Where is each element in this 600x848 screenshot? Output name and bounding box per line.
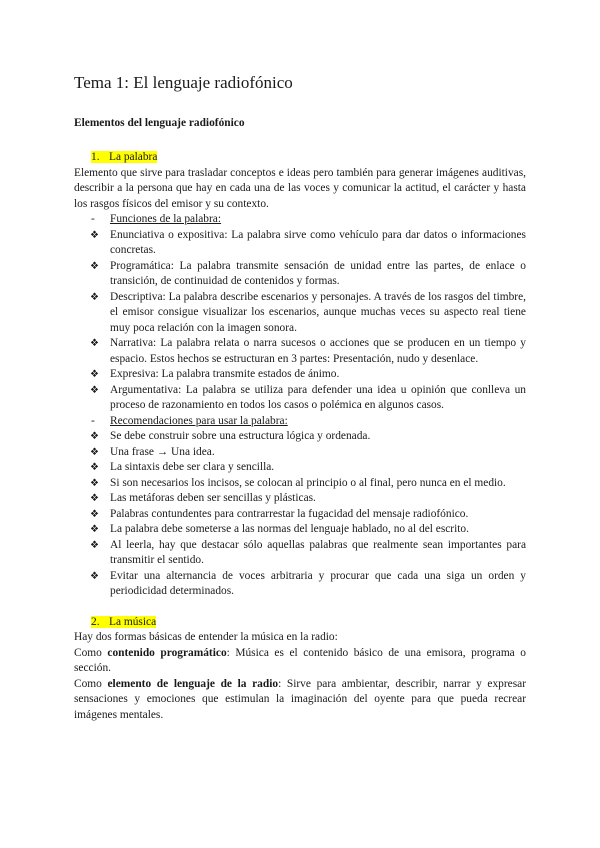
section-1-heading [74,150,526,166]
function-item [74,367,526,383]
section-1-label: La palabra [109,151,158,163]
diamond-bullet-icon: ❖ [90,369,99,380]
diamond-bullet-icon: ❖ [90,524,99,535]
dash-marker: - [91,414,95,427]
diamond-bullet-icon: ❖ [90,462,99,473]
recommendation-item [74,429,526,445]
function-item-text: Enunciativa o expositiva: La palabra sirve como vehículo para dar datos o informaciones concretas. [110,228,526,256]
section-2-number: 2. [91,615,100,628]
function-item [74,290,526,337]
recommendation-item-text: La palabra debe someterse a las normas del lenguaje hablado, no al del escrito. [110,523,469,535]
diamond-bullet-icon: ❖ [90,493,99,504]
function-item [74,228,526,259]
functions-heading: Funciones de la palabra: [110,213,222,225]
diamond-bullet-icon: ❖ [90,570,99,582]
recommendation-item-text: Una frase → Una idea. [110,445,215,458]
diamond-bullet-icon: ❖ [90,446,99,458]
diamond-bullet-icon: ❖ [90,291,99,303]
recommendations-heading: Recomendaciones para usar la palabra: [110,414,288,427]
diamond-bullet-icon: ❖ [90,338,99,349]
recommendation-item-text: Palabras contundentes para contrarrestar la fugacidad del mensaje radiofónico. [110,507,469,520]
function-item-text: Narrativa: La palabra relata o narra sucesos o acciones que se producen en un tiempo y espacio. Estos hechos se estructuran en 3 partes: Presentación, nudo y desenlace. [110,337,526,365]
p2-bold-term: elemento de lenguaje de la radio [107,677,279,690]
p1-prefix: Como [74,646,108,659]
function-item [74,383,526,414]
diamond-bullet-icon: ❖ [90,229,99,241]
section-2-paragraph-2 [74,677,526,724]
document-title: Tema 1: El lenguaje radiofónico [74,73,293,92]
recommendation-item [74,445,526,461]
function-item-text: Argumentativa: La palabra se utiliza para defender una idea u opinión que conlleva un proceso de razonamiento en todos los casos o polémica en algunos casos. [110,383,526,411]
section-2-intro: Hay dos formas básicas de entender la música en la radio: [74,631,338,643]
diamond-bullet-icon: ❖ [90,539,99,551]
recommendation-item [74,522,526,538]
recommendation-item [74,538,526,569]
section-2-label: La música [109,615,157,628]
section-1-highlight [91,151,157,163]
document-page [74,72,526,723]
function-item [74,259,526,290]
p1-rest: : Música es el contenido básico de una emisora, programa o sección. [74,646,526,674]
recommendations-subheading [74,414,526,430]
diamond-bullet-icon: ❖ [90,508,99,520]
recommendation-item-text: Al leerla, hay que destacar sólo aquellas palabras que realmente sean importantes para transmitir el sentido. [110,538,526,566]
recommendation-item [74,476,526,492]
function-item [74,336,526,367]
section-2-highlight [91,616,156,628]
recommendation-item [74,569,526,600]
section-2-paragraph-1 [74,646,526,677]
recommendation-item-text: Se debe construir sobre una estructura lógica y ordenada. [110,430,371,442]
section-2-heading [74,615,526,631]
function-item-text: Programática: La palabra transmite sensación de unidad entre las partes, de enlace o transición, de continuidad de contenidos y formas. [110,259,526,287]
section-1-intro: Elemento que sirve para trasladar conceptos e ideas pero también para generar imágenes auditivas, describir a la persona que hay en cada una de las voces y comunicar la actitud, el carácter y hasta los rasgos físicos del emisor y su contexto. [74,166,526,210]
functions-list [74,228,526,414]
section-1-number: 1. [91,151,100,163]
recommendation-item [74,507,526,523]
diamond-bullet-icon: ❖ [90,260,99,272]
function-item-text: Descriptiva: La palabra describe escenarios y personajes. A través de los rasgos del timbre, el emisor consigue visualizar los escenarios, aunque muchas veces su aspecto real tiene muy poca relación con la imagen sonora. [110,290,526,334]
function-item-text: Expresiva: La palabra transmite estados de ánimo. [110,368,340,380]
diamond-bullet-icon: ❖ [90,431,99,442]
diamond-bullet-icon: ❖ [90,477,99,489]
p1-bold-term: contenido programático [107,646,227,659]
recommendation-item-text: Las metáforas deben ser sencillas y plásticas. [110,492,316,504]
functions-subheading [74,212,526,228]
diamond-bullet-icon: ❖ [90,384,99,396]
p2-prefix: Como [74,677,108,690]
recommendation-item-text: La sintaxis debe ser clara y sencilla. [110,461,275,473]
recommendation-item [74,491,526,507]
section-heading: Elementos del lenguaje radiofónico [74,117,245,129]
dash-marker: - [91,213,95,225]
recommendation-item [74,460,526,476]
p2-rest: : Sirve para ambientar, describir, narrar y expresar sensaciones y emociones que estimulan la imaginación del oyente para que pueda recrear imágenes mentales. [74,677,527,721]
recommendation-item-text: Si son necesarios los incisos, se colocan al principio o al final, pero nunca en el medio. [110,476,506,489]
recommendation-item-text: Evitar una alternancia de voces arbitraria y procurar que cada una siga un orden y periodicidad determinados. [110,569,526,597]
recommendations-list [74,429,526,600]
